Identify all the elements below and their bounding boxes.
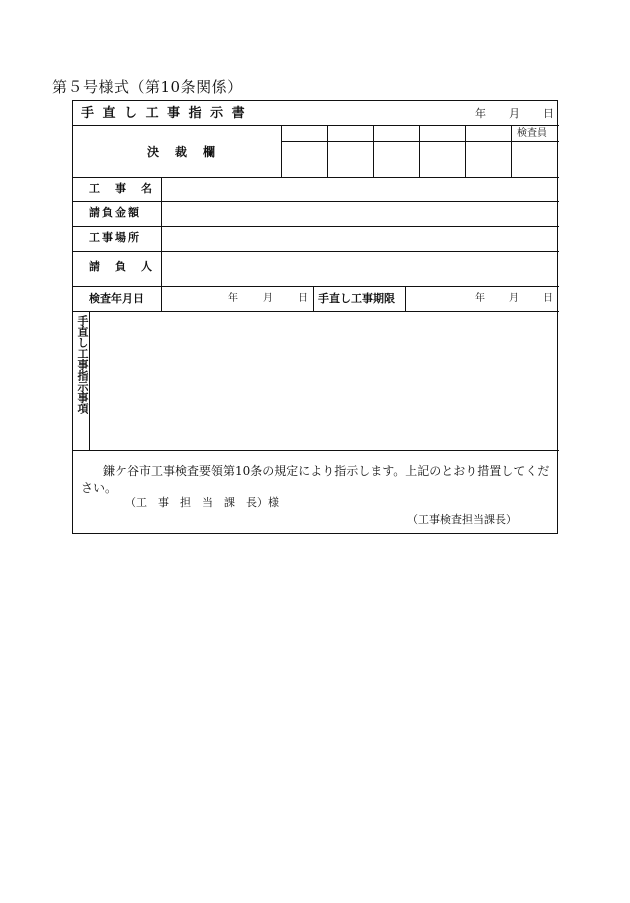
stamp-cell-border bbox=[419, 125, 420, 177]
divider bbox=[73, 311, 559, 312]
notice-line: 鎌ケ谷市工事検査要領第10条の規定により指示します。上記のとおり措置してください。 bbox=[81, 464, 550, 495]
cell-border bbox=[313, 286, 314, 311]
work-name-label: 工 事 名 bbox=[89, 182, 154, 195]
header-month: 月 bbox=[509, 107, 520, 120]
addressee: （工 事 担 当 課 長）様 bbox=[125, 496, 279, 509]
deadline-month: 月 bbox=[509, 293, 519, 304]
form-number-label: 第５号様式（第10条関係） bbox=[52, 78, 243, 96]
instruction-form bbox=[72, 100, 558, 534]
stamp-cell-border bbox=[281, 125, 282, 177]
divider bbox=[73, 450, 559, 451]
stamp-cell-border bbox=[465, 125, 466, 177]
divider bbox=[73, 251, 559, 252]
instructions-label-border bbox=[89, 311, 90, 450]
inspector-label: 検査員 bbox=[517, 128, 547, 139]
header-year: 年 bbox=[475, 107, 486, 120]
label-column-border bbox=[161, 286, 162, 311]
divider bbox=[73, 286, 559, 287]
divider bbox=[73, 125, 559, 126]
contract-amount-label: 請負金額 bbox=[89, 206, 141, 219]
label-column-border bbox=[161, 177, 162, 286]
divider bbox=[73, 226, 559, 227]
inspection-year: 年 bbox=[228, 293, 238, 304]
cell-border bbox=[405, 286, 406, 311]
deadline-label: 手直し工事期限 bbox=[318, 292, 395, 305]
form-title: 手 直 し 工 事 指 示 書 bbox=[81, 106, 247, 121]
stamp-cell-border bbox=[511, 125, 512, 177]
work-place-label: 工事場所 bbox=[89, 231, 141, 244]
deadline-year: 年 bbox=[475, 293, 485, 304]
stamp-cell-border bbox=[327, 125, 328, 177]
divider bbox=[73, 177, 559, 178]
divider bbox=[73, 201, 559, 202]
contractor-label: 請 負 人 bbox=[89, 260, 154, 273]
inspection-date-label: 検査年月日 bbox=[89, 292, 144, 305]
deadline-day: 日 bbox=[543, 293, 553, 304]
instructions-label: 手直し工事指示事項 bbox=[76, 315, 89, 414]
inspection-day: 日 bbox=[298, 293, 308, 304]
inspection-month: 月 bbox=[263, 293, 273, 304]
notice-text bbox=[81, 463, 551, 497]
header-day: 日 bbox=[543, 107, 554, 120]
issuer: （工事検査担当課長） bbox=[407, 513, 517, 526]
approval-label: 決 裁 欄 bbox=[147, 145, 218, 159]
stamp-cell-border bbox=[373, 125, 374, 177]
stamp-header-line bbox=[281, 141, 559, 142]
